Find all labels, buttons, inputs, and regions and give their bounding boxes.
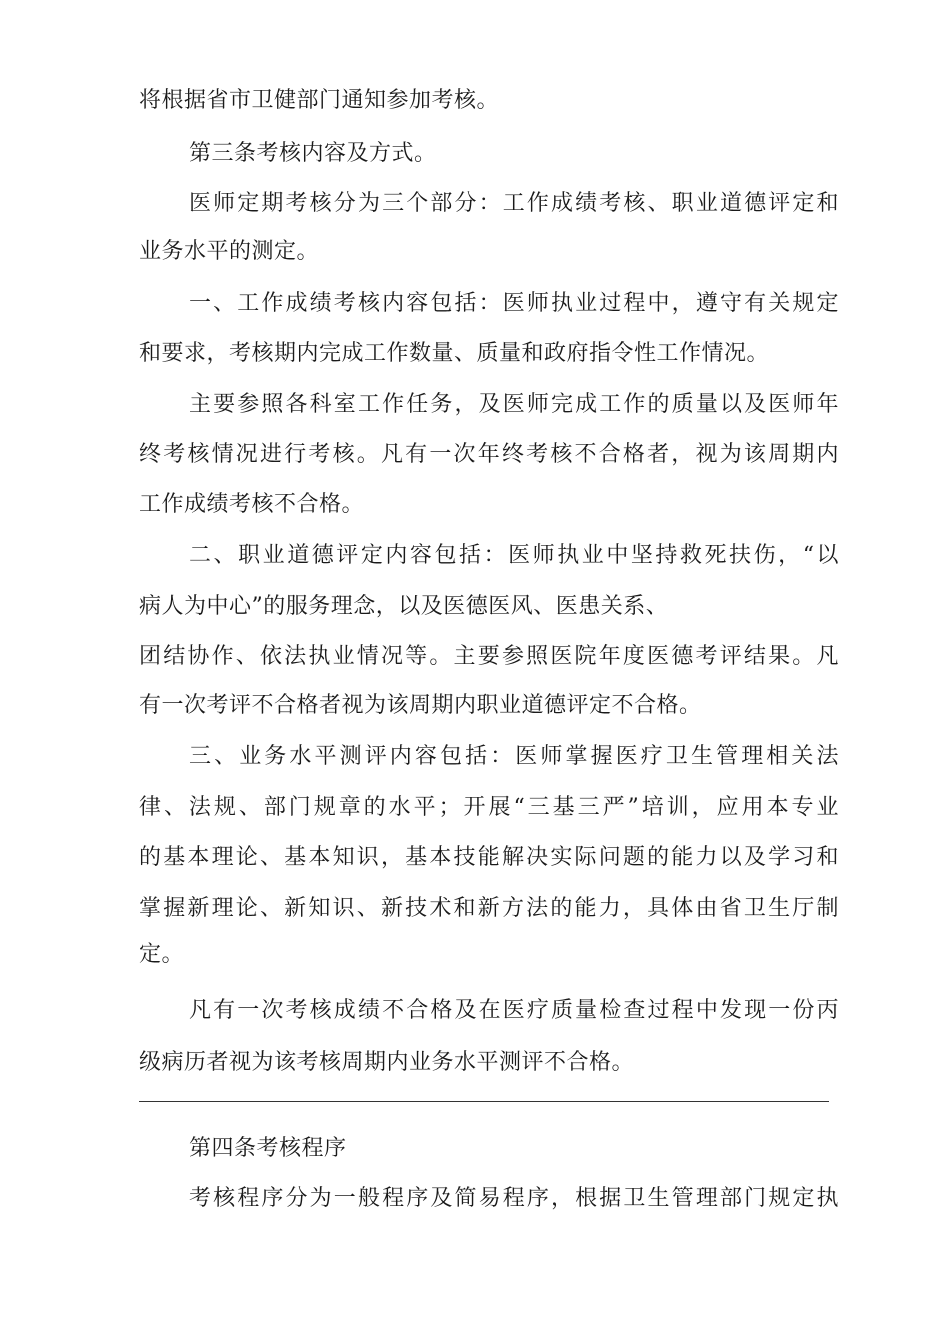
divider xyxy=(139,1101,829,1102)
text-line: 终考核情况进行考核。凡有一次年终考核不合格者，视为该周期内 xyxy=(139,442,839,467)
text-line: 一、工作成绩考核内容包括：医师执业过程中，遵守有关规定 xyxy=(189,291,839,316)
text-line: 掌握新理论、新知识、新技术和新方法的能力，具体由省卫生厅制 xyxy=(139,896,839,921)
text-line: 律、法规、部门规章的水平；开展“三基三严”培训，应用本专业 xyxy=(139,795,839,820)
text-line: 二、职业道德评定内容包括：医师执业中坚持救死扶伤，“以 xyxy=(189,543,839,568)
text-line: 考核程序分为一般程序及简易程序，根据卫生管理部门规定执 xyxy=(189,1186,839,1211)
text-line: 和要求，考核期内完成工作数量、质量和政府指令性工作情况。 xyxy=(139,341,770,366)
text-line: 有一次考评不合格者视为该周期内职业道德评定不合格。 xyxy=(139,693,702,718)
section-heading: 第四条考核程序 xyxy=(189,1136,347,1161)
text-line: 定。 xyxy=(139,942,185,967)
text-line: 医师定期考核分为三个部分：工作成绩考核、职业道德评定和 xyxy=(189,191,839,216)
text-line: 的基本理论、基本知识，基本技能解决实际问题的能力以及学习和 xyxy=(139,845,839,870)
section-heading: 第三条考核内容及方式。 xyxy=(189,141,437,166)
text-line: 将根据省市卫健部门通知参加考核。 xyxy=(139,88,500,113)
text-line: 业务水平的测定。 xyxy=(139,239,320,264)
text-line: 级病历者视为该考核周期内业务水平测评不合格。 xyxy=(139,1050,635,1075)
text-line: 三、业务水平测评内容包括：医师掌握医疗卫生管理相关法 xyxy=(189,744,839,769)
text-line: 病人为中心”的服务理念，以及医德医风、医患关系、 xyxy=(139,594,669,619)
text-line: 工作成绩考核不合格。 xyxy=(139,492,365,517)
text-line: 团结协作、依法执业情况等。主要参照医院年度医德考评结果。凡 xyxy=(139,644,839,669)
text-line: 凡有一次考核成绩不合格及在医疗质量检查过程中发现一份丙 xyxy=(189,998,839,1023)
text-line: 主要参照各科室工作任务，及医师完成工作的质量以及医师年 xyxy=(189,392,839,417)
